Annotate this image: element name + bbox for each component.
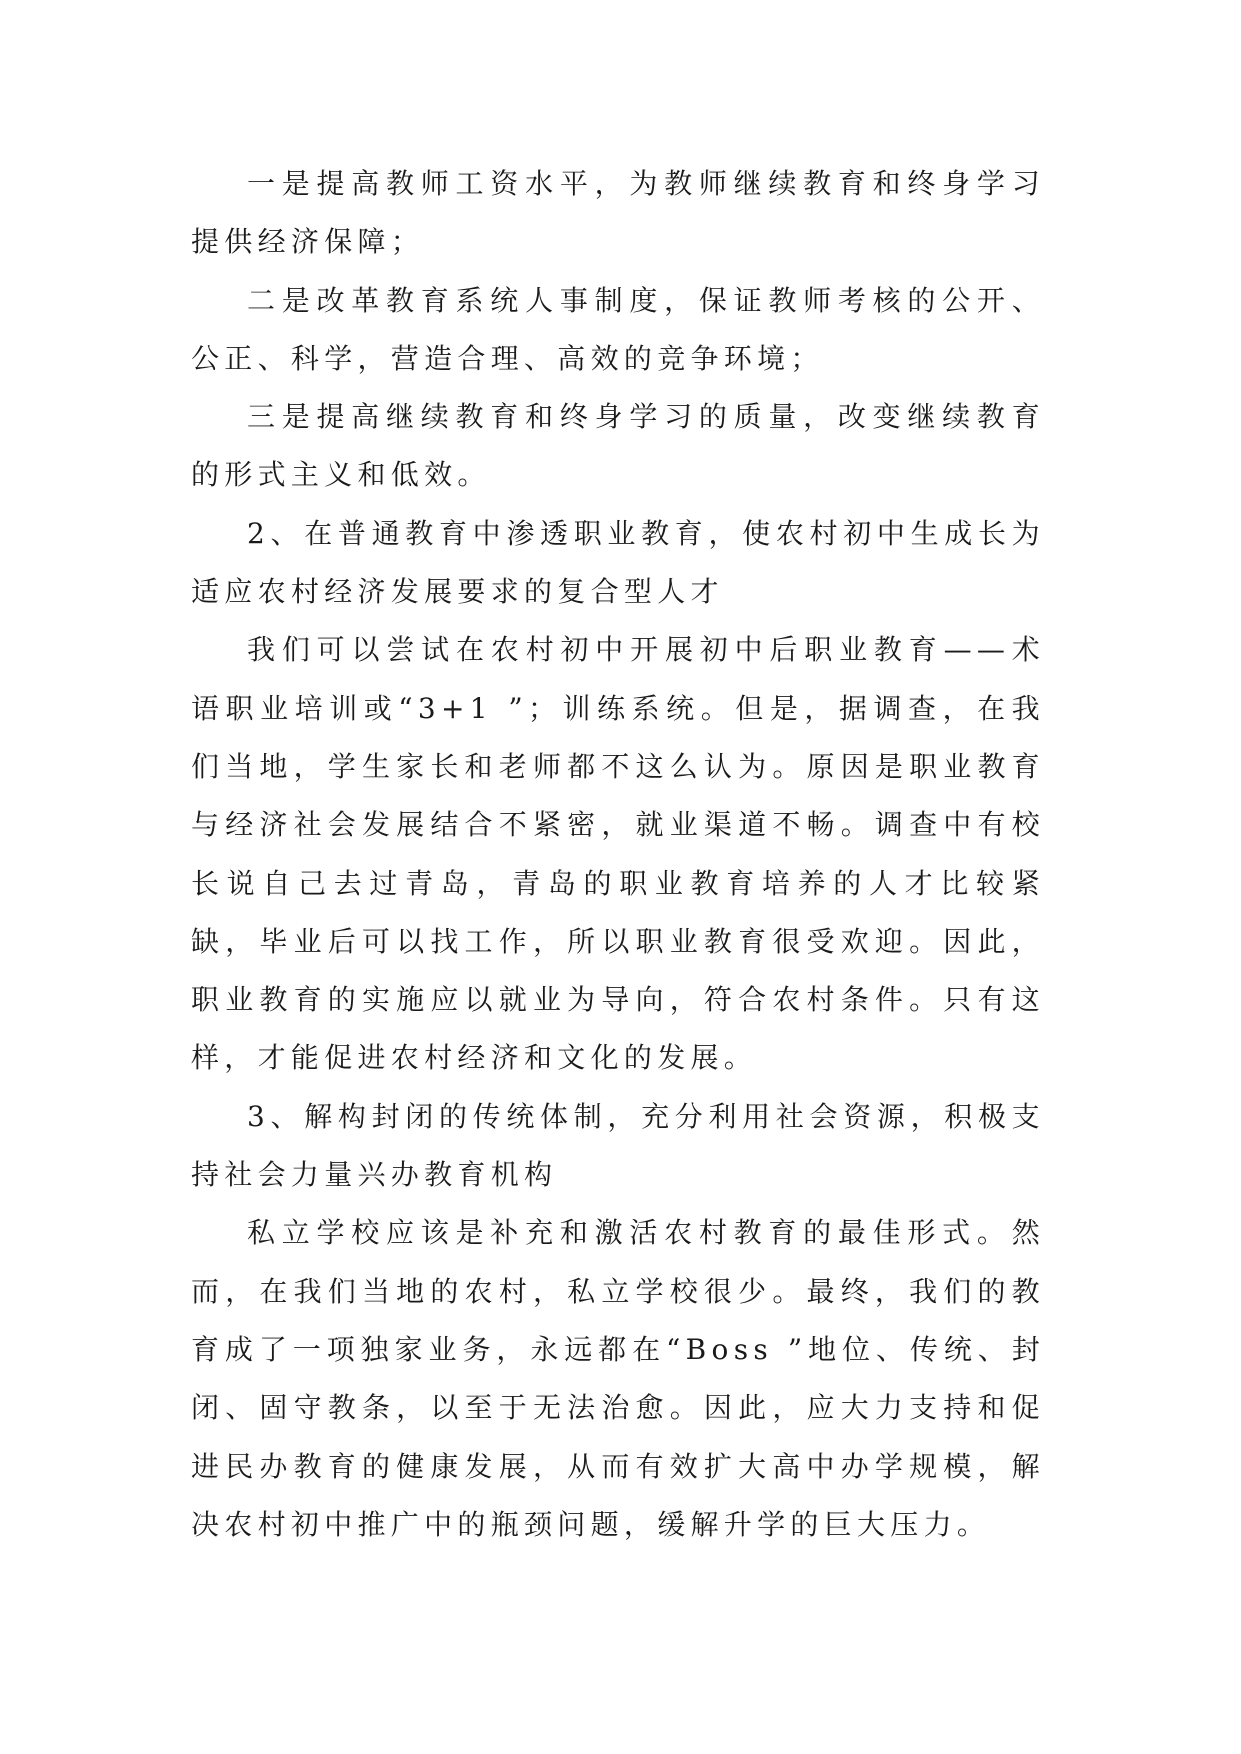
paragraph-measure-personnel-reform: 二是改革教育系统人事制度，保证教师考核的公开、公正、科学，营造合理、高效的竞争环境； bbox=[191, 283, 1045, 375]
paragraph-measure-salary: 一是提高教师工资水平，为教师继续教育和终身学习提供经济保障； bbox=[191, 167, 1045, 259]
document-body bbox=[191, 155, 1045, 1554]
section-heading-vocational-education: 2、在普通教育中渗透职业教育，使农村初中生成长为适应农村经济发展要求的复合型人才 bbox=[191, 516, 1045, 609]
paragraph-vocational-education: 我们可以尝试在农村初中开展初中后职业教育——术语职业培训或“3+1 ”；训练系统。但是，据调查，在我们当地，学生家长和老师都不这么认为。原因是职业教育与经济社会发展结合不紧密，就业渠道不畅。调查中有校长说自己去过青岛，青岛的职业教育培养的人才比较紧缺，毕业后可以找工作，所以职业教育很受欢迎。因此，职业教育的实施应以就业为导向，符合农村条件。只有这样，才能促进农村经济和文化的发展。 bbox=[191, 633, 1045, 1075]
section-heading-social-resources: 3、解构封闭的传统体制，充分利用社会资源，积极支持社会力量兴办教育机构 bbox=[191, 1099, 1045, 1192]
paragraph-measure-quality: 三是提高继续教育和终身学习的质量，改变继续教育的形式主义和低效。 bbox=[191, 400, 1045, 492]
paragraph-private-schools: 私立学校应该是补充和激活农村教育的最佳形式。然而，在我们当地的农村，私立学校很少。最终，我们的教育成了一项独家业务，永远都在“Boss ”地位、传统、封闭、固守教条，以至于无法治愈。因此，应大力支持和促进民办教育的健康发展，从而有效扩大高中办学规模，解决农村初中推广中的瓶颈问题，缓解升学的巨大压力。 bbox=[191, 1216, 1045, 1541]
